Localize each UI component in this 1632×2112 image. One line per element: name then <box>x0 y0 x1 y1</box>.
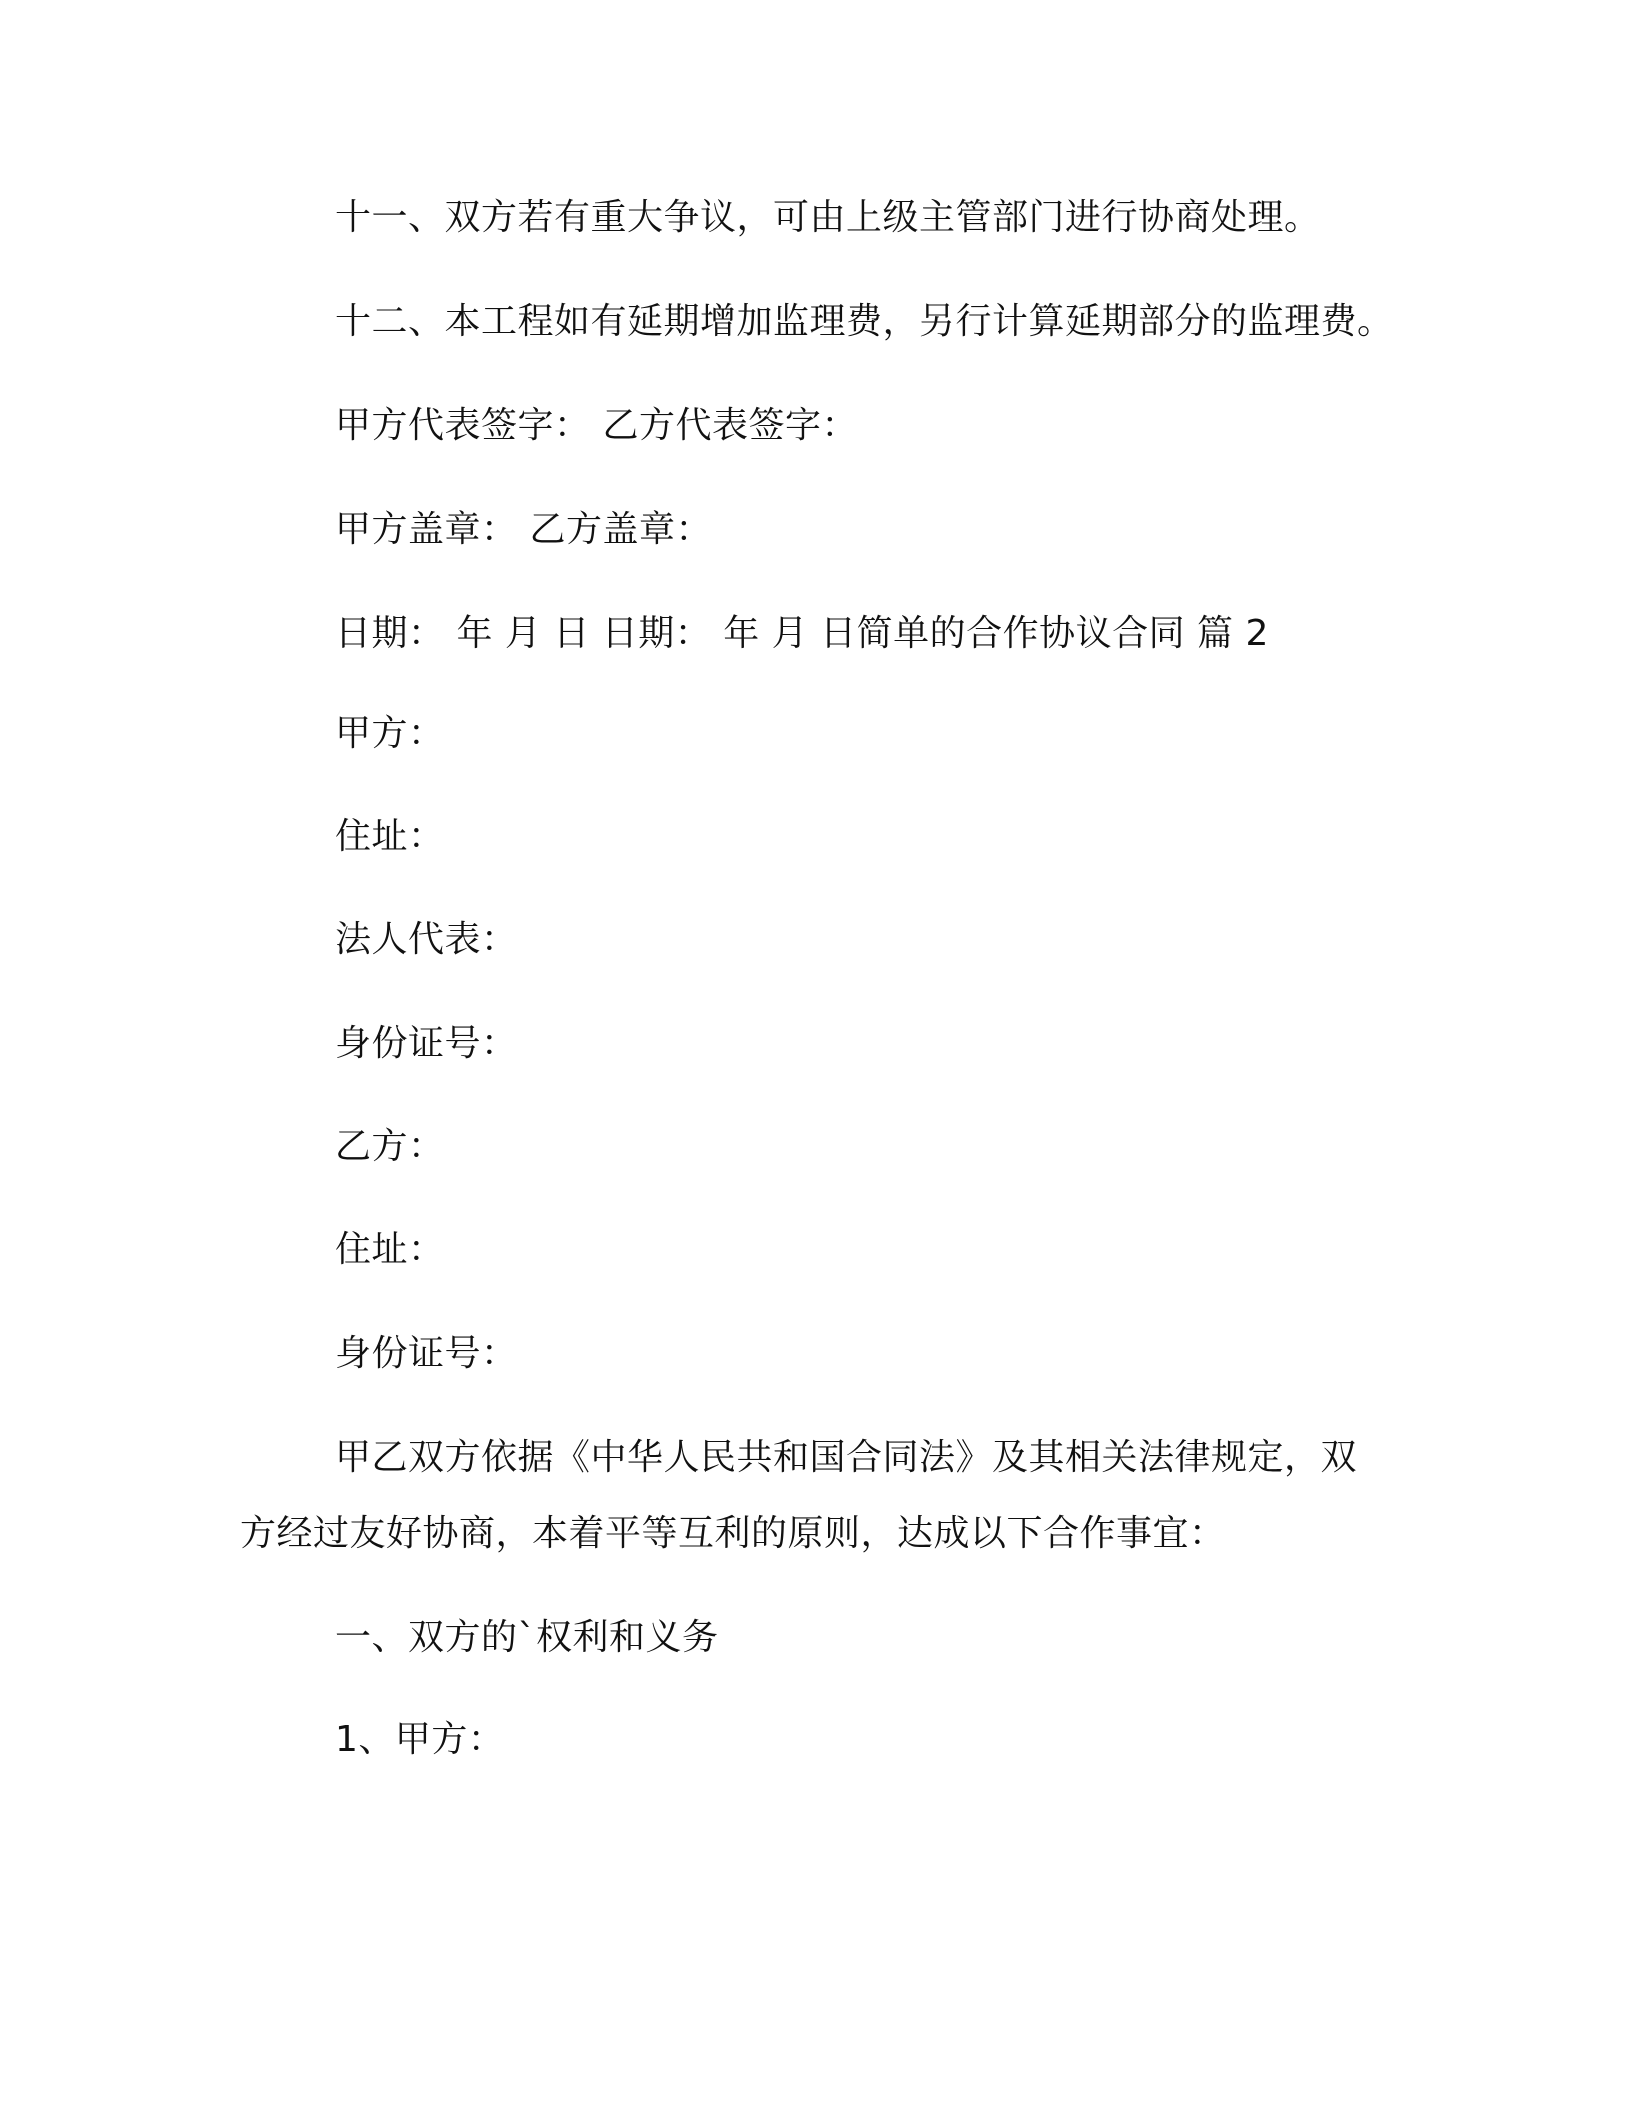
clause-eleven: 十一、双方若有重大争议，可由上级主管部门进行协商处理。 <box>335 197 1321 238</box>
party-a-id-number: 身份证号： <box>335 1023 518 1064</box>
agreement-intro-line-1: 甲乙双方依据《中华人民共和国合同法》及其相关法律规定，双 <box>335 1437 1358 1478</box>
legal-representative: 法人代表： <box>335 919 518 960</box>
party-a-label: 甲方： <box>335 713 445 754</box>
party-a-address: 住址： <box>335 816 445 857</box>
party-b-id-number: 身份证号： <box>335 1333 518 1374</box>
seal-line: 甲方盖章： 乙方盖章： <box>335 509 712 550</box>
signature-line: 甲方代表签字： 乙方代表签字： <box>335 405 858 446</box>
date-line: 日期： 年 月 日 日期： 年 月 日简单的合作协议合同 篇 2 <box>335 613 1269 654</box>
party-b-label: 乙方： <box>335 1126 445 1167</box>
section-rights-obligations: 一、双方的`权利和义务 <box>335 1617 719 1658</box>
clause-twelve: 十二、本工程如有延期增加监理费，另行计算延期部分的监理费。 <box>335 301 1394 342</box>
agreement-intro-line-2: 方经过友好协商，本着平等互利的原则，达成以下合作事宜： <box>240 1513 1226 1554</box>
subsection-party-a: 1、甲方： <box>335 1719 505 1760</box>
party-b-address: 住址： <box>335 1229 445 1270</box>
